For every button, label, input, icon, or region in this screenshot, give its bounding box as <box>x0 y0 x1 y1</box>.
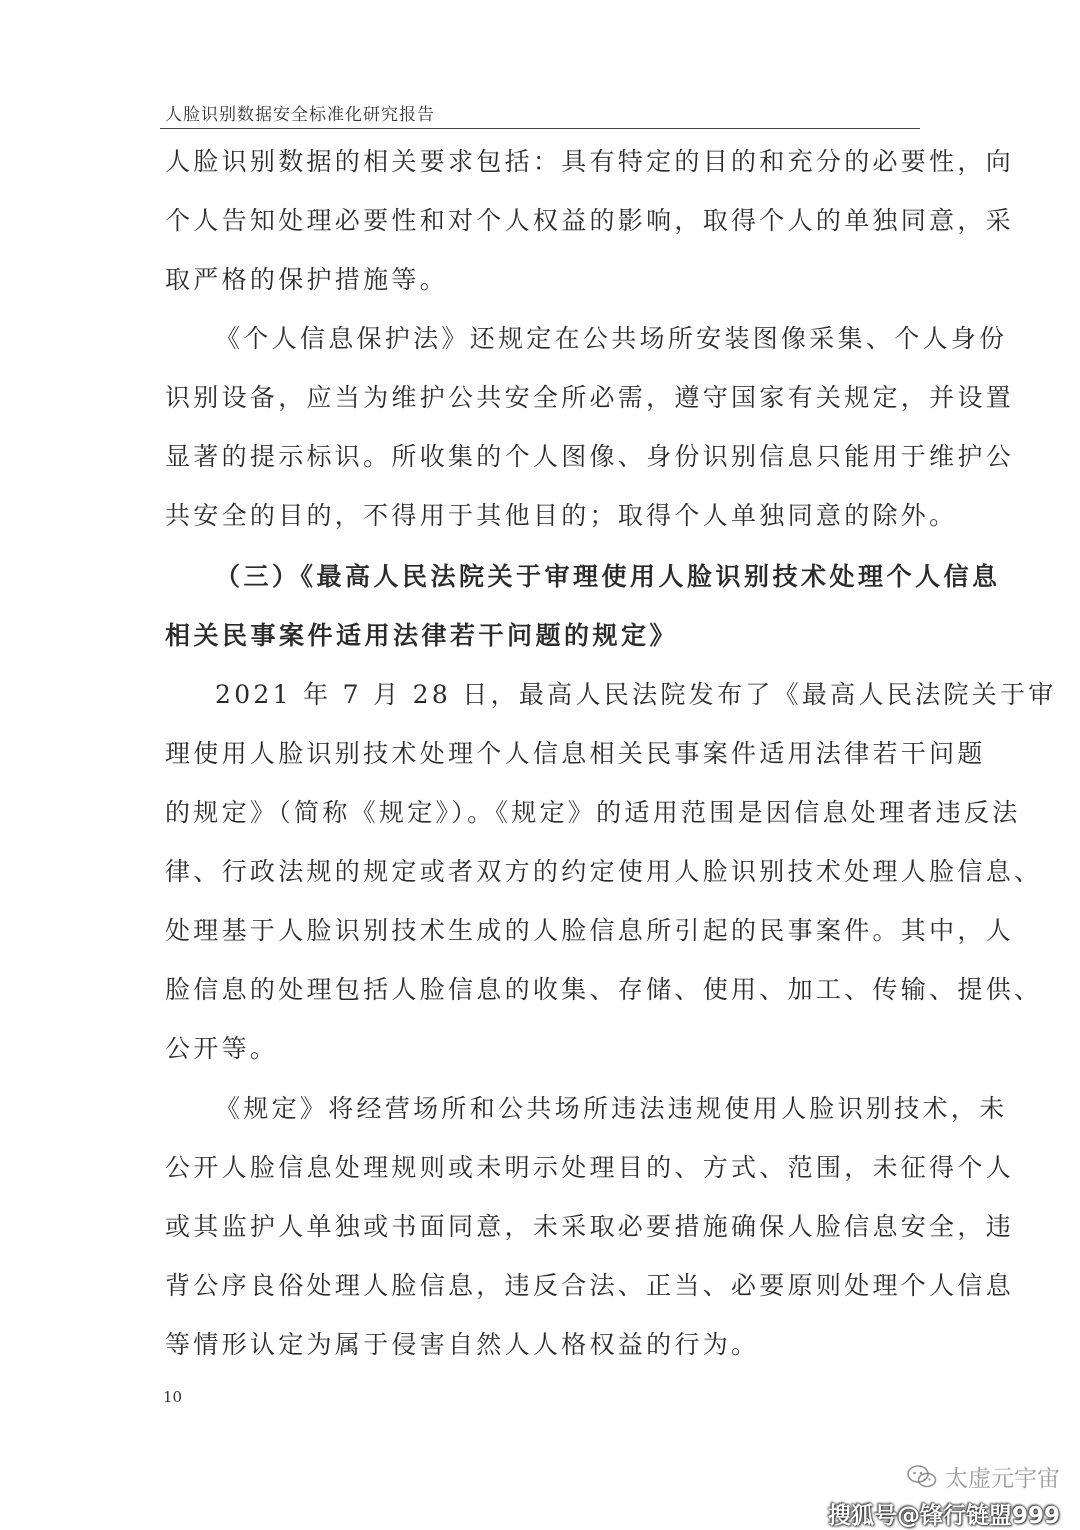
watermark-channel: 太虚元宇宙 <box>945 1466 1060 1492</box>
body-line: 共安全的目的，不得用于其他目的；取得个人单独同意的除外。 <box>165 501 958 530</box>
body-line: 脸信息的处理包括人脸信息的收集、存储、使用、加工、传输、提供、 <box>165 975 1043 1004</box>
body-line: 公开等。 <box>165 1034 279 1063</box>
body-line: 的规定》（简称《规定》）。《规定》的适用范围是因信息处理者违反法 <box>165 798 1021 827</box>
section-heading: 相关民事案件适用法律若干问题的规定》 <box>165 621 679 650</box>
body-line: 背公序良俗处理人脸信息，违反合法、正当、必要原则处理个人信息 <box>165 1271 1015 1300</box>
body-line: 等情形认定为属于侵害自然人人格权益的行为。 <box>165 1330 760 1359</box>
body-line: 2021 年 7 月 28 日，最高人民法院发布了《最高人民法院关于审 <box>215 680 1057 709</box>
watermark <box>828 1460 1060 1530</box>
body-line: 识别设备，应当为维护公共安全所必需，遵守国家有关规定，并设置 <box>165 383 1015 412</box>
body-line: 人脸识别数据的相关要求包括：具有特定的目的和充分的必要性，向 <box>165 147 1015 176</box>
running-header: 人脸识别数据安全标准化研究报告 <box>165 105 435 125</box>
watermark-source: 搜狐号@锋行链盟999 <box>827 1503 1060 1529</box>
body-line: 或其监护人单独或书面同意，未采取必要措施确保人脸信息安全，违 <box>165 1212 1015 1241</box>
body-line: 律、行政法规的规定或者双方的约定使用人脸识别技术处理人脸信息、 <box>165 857 1043 886</box>
page-number: 10 <box>163 1388 183 1406</box>
body-line: 个人告知处理必要性和对个人权益的影响，取得个人的单独同意，采 <box>165 206 1015 235</box>
header-rule <box>160 128 920 129</box>
body-line: 公开人脸信息处理规则或未明示处理目的、方式、范围，未征得个人 <box>165 1153 1015 1182</box>
body-line: 取严格的保护措施等。 <box>165 265 449 294</box>
body-line: 处理基于人脸识别技术生成的人脸信息所引起的民事案件。其中，人 <box>165 916 1015 945</box>
body-line: 《个人信息保护法》还规定在公共场所安装图像采集、个人身份 <box>215 324 1008 353</box>
section-heading: （三）《最高人民法院关于审理使用人脸识别技术处理个人信息 <box>215 562 1001 591</box>
body-line: 《规定》将经营场所和公共场所违法违规使用人脸识别技术，未 <box>215 1094 1008 1123</box>
body-line: 理使用人脸识别技术处理个人信息相关民事案件适用法律若干问题 <box>165 739 986 768</box>
wechat-icon <box>907 1464 937 1490</box>
body-line: 显著的提示标识。所收集的个人图像、身份识别信息只能用于维护公 <box>165 442 1015 471</box>
